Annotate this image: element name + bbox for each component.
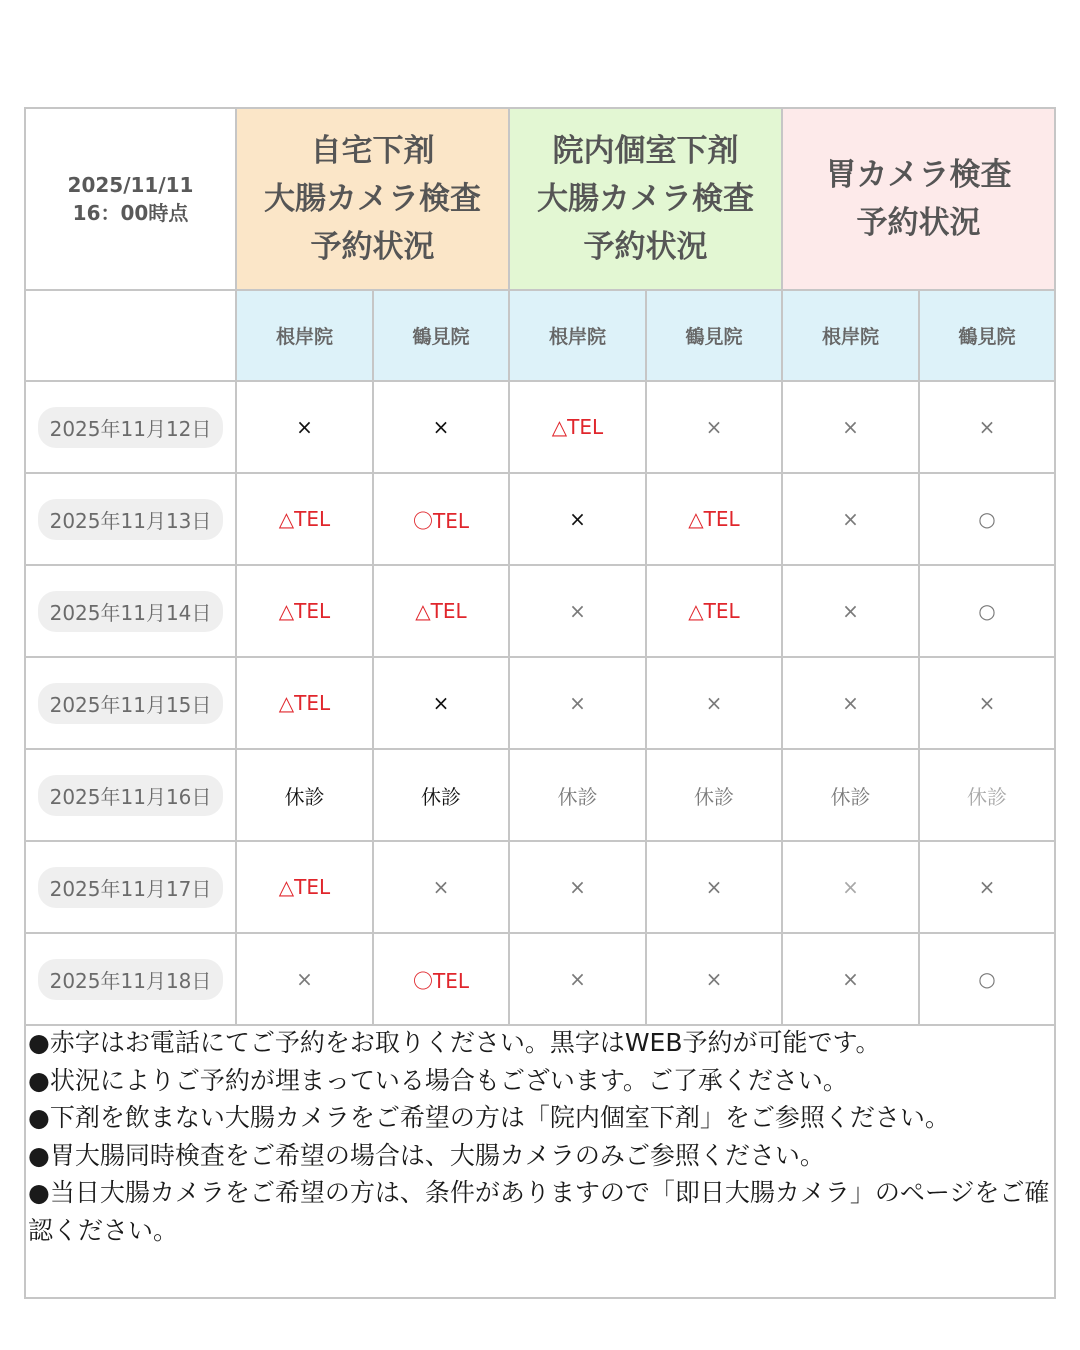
timestamp-cell — [26, 109, 237, 291]
availability-cell: △TEL — [237, 474, 374, 566]
subheader-blank-cell — [26, 291, 237, 382]
availability-cell: △TEL — [237, 842, 374, 934]
group-header-line: 予約状況 — [856, 205, 981, 241]
clinic-header-negishi: 根岸院 — [237, 291, 374, 382]
group-header-line: 院内個室下剤 — [552, 133, 739, 169]
date-cell — [26, 934, 237, 1026]
clinic-header-tsurumi: 鶴見院 — [920, 291, 1056, 382]
date-label: 2025年11月15日 — [38, 683, 224, 724]
availability-cell: ○ — [920, 474, 1056, 566]
date-label: 2025年11月17日 — [38, 867, 224, 908]
availability-cell: 休診 — [374, 750, 510, 842]
clinic-header-tsurumi: 鶴見院 — [647, 291, 783, 382]
availability-cell: 休診 — [783, 750, 920, 842]
group-header-line: 予約状況 — [583, 229, 708, 265]
availability-cell: △TEL — [237, 658, 374, 750]
availability-cell: △TEL — [237, 566, 374, 658]
group-header-line: 大腸カメラ検査 — [537, 181, 754, 217]
availability-cell: × — [783, 566, 920, 658]
group-header-home-laxative-colonoscopy — [237, 109, 510, 291]
clinic-header-negishi: 根岸院 — [510, 291, 647, 382]
availability-cell: × — [783, 842, 920, 934]
availability-cell: × — [374, 382, 510, 474]
date-label: 2025年11月14日 — [38, 591, 224, 632]
availability-cell: × — [510, 474, 647, 566]
reservation-status-table — [24, 107, 1056, 1299]
group-header-line: 胃カメラ検査 — [825, 157, 1012, 193]
availability-cell: × — [647, 842, 783, 934]
group-header-gastroscopy — [783, 109, 1056, 291]
availability-cell: △TEL — [647, 474, 783, 566]
date-cell — [26, 842, 237, 934]
date-cell — [26, 382, 237, 474]
availability-cell: × — [783, 934, 920, 1026]
group-header-line: 予約状況 — [310, 229, 435, 265]
date-label: 2025年11月12日 — [38, 407, 224, 448]
clinic-header-negishi: 根岸院 — [783, 291, 920, 382]
availability-cell: × — [237, 382, 374, 474]
note-item: ●胃大腸同時検査をご希望の場合は、大腸カメラのみご参照ください。 — [28, 1140, 825, 1170]
availability-cell: ○ — [920, 934, 1056, 1026]
availability-cell: × — [920, 658, 1056, 750]
availability-cell: × — [374, 658, 510, 750]
availability-cell: × — [783, 474, 920, 566]
timestamp-time: 16：00時点 — [72, 201, 189, 225]
availability-cell: 休診 — [647, 750, 783, 842]
availability-cell: △TEL — [647, 566, 783, 658]
availability-cell: × — [783, 382, 920, 474]
notes-section — [26, 1024, 1056, 1249]
note-item: ●赤字はお電話にてご予約をお取りください。黒字はWEB予約が可能です。 — [28, 1028, 881, 1057]
date-cell — [26, 658, 237, 750]
note-item: ●下剤を飲まない大腸カメラをご希望の方は「院内個室下剤」をご参照ください。 — [28, 1103, 950, 1132]
availability-cell: × — [237, 934, 374, 1026]
date-label: 2025年11月13日 — [38, 499, 224, 540]
availability-cell: × — [920, 382, 1056, 474]
group-header-line: 自宅下剤 — [310, 133, 435, 169]
date-cell — [26, 566, 237, 658]
availability-cell: 休診 — [510, 750, 647, 842]
availability-cell: × — [647, 934, 783, 1026]
note-item: ●当日大腸カメラをご希望の方は、条件がありますので「即日大腸カメラ」のページをご確認ください。 — [28, 1178, 1050, 1245]
group-header-line: 大腸カメラ検査 — [264, 181, 481, 217]
group-header-inhouse-laxative-colonoscopy — [510, 109, 783, 291]
availability-cell: × — [374, 842, 510, 934]
availability-cell: × — [510, 934, 647, 1026]
date-cell — [26, 750, 237, 842]
availability-cell: ○ — [920, 566, 1056, 658]
clinic-header-tsurumi: 鶴見院 — [374, 291, 510, 382]
availability-cell: × — [920, 842, 1056, 934]
date-label: 2025年11月18日 — [38, 959, 224, 1000]
availability-cell: × — [510, 658, 647, 750]
availability-cell: 〇TEL — [374, 934, 510, 1026]
availability-cell: 休診 — [920, 750, 1056, 842]
availability-cell: × — [783, 658, 920, 750]
availability-cell: × — [647, 382, 783, 474]
availability-cell: × — [647, 658, 783, 750]
availability-cell: × — [510, 842, 647, 934]
availability-cell: 〇TEL — [374, 474, 510, 566]
availability-cell: △TEL — [374, 566, 510, 658]
availability-cell: 休診 — [237, 750, 374, 842]
date-cell — [26, 474, 237, 566]
availability-cell: △TEL — [510, 382, 647, 474]
timestamp-date: 2025/11/11 — [67, 173, 194, 197]
availability-cell: × — [510, 566, 647, 658]
note-item: ●状況によりご予約が埋まっている場合もございます。ご了承ください。 — [28, 1065, 848, 1095]
date-label: 2025年11月16日 — [38, 775, 224, 816]
